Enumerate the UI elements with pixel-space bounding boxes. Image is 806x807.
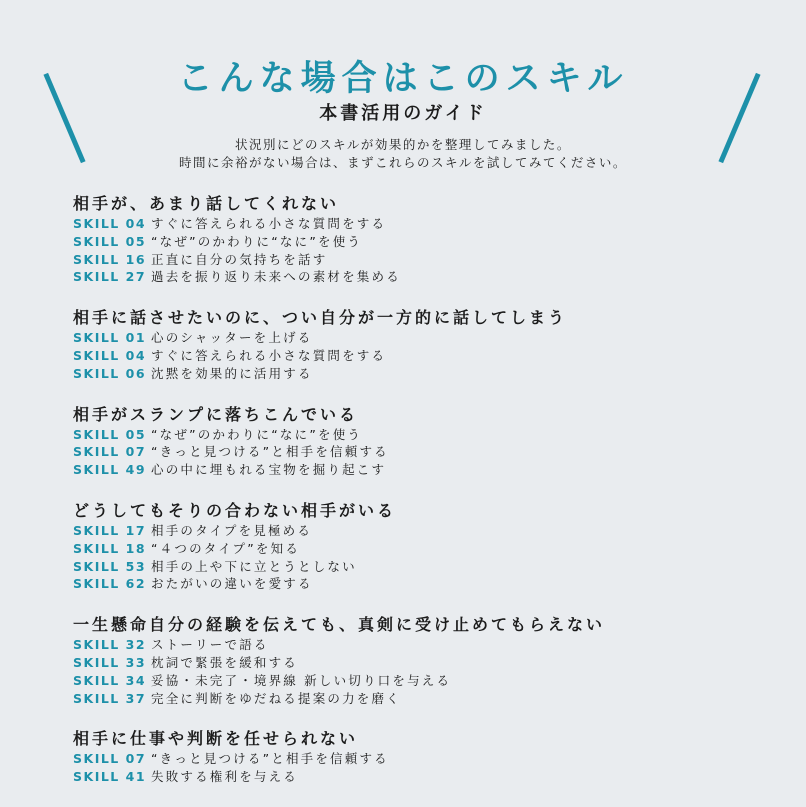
situation-section <box>73 728 753 786</box>
intro-line: 時間に余裕がない場合は、まずこれらのスキルを試してみてください。 <box>179 155 627 170</box>
skill-description: 枕詞で緊張を緩和する <box>151 654 299 670</box>
skill-number: SKILL 07 <box>73 444 147 460</box>
situation-list <box>73 193 753 807</box>
skill-row <box>73 558 753 576</box>
skill-description: 正直に自分の気持ちを話す <box>151 251 328 267</box>
skill-number: SKILL 53 <box>73 558 147 574</box>
skill-description: “なぜ”のかわりに“なに”を使う <box>151 426 363 442</box>
skill-description: “きっと見つける”と相手を信頼する <box>151 444 389 460</box>
skill-description: すぐに答えられる小さな質問をする <box>151 216 387 231</box>
skill-description: 過去を振り返り未来への素材を集める <box>151 269 401 285</box>
skill-description: “きっと見つける”と相手を信頼する <box>151 751 389 767</box>
skill-description: “４つのタイプ”を知る <box>151 540 301 556</box>
skill-row <box>73 365 753 383</box>
situation-heading: 相手に仕事や判断を任せられない <box>73 729 359 749</box>
skill-row <box>73 443 753 461</box>
skill-number: SKILL 27 <box>73 269 147 285</box>
skill-number: SKILL 34 <box>73 672 147 688</box>
skill-description: 相手の上や下に立とうとしない <box>151 558 357 574</box>
skill-number: SKILL 04 <box>73 347 147 363</box>
skill-row <box>73 750 753 768</box>
skill-row <box>73 426 753 444</box>
skill-row <box>73 575 753 593</box>
skill-row <box>73 233 753 251</box>
skill-number: SKILL 06 <box>73 365 147 381</box>
page-subtitle: 本書活用のガイド <box>319 103 487 124</box>
skill-number: SKILL 17 <box>73 522 147 538</box>
intro-line: 状況別にどのスキルが効果的かを整理してみました。 <box>235 137 571 152</box>
skill-row <box>73 690 753 708</box>
skill-description: ストーリーで語る <box>151 637 269 653</box>
skill-description: おたがいの違いを愛する <box>151 576 313 592</box>
situation-heading: 相手が、あまり話してくれない <box>73 194 340 213</box>
skill-number: SKILL 05 <box>73 233 147 249</box>
skill-row <box>73 654 753 672</box>
skill-description: 相手のタイプを見極める <box>151 522 313 538</box>
skill-description: 妥協・未完了・境界線 新しい切り口を与える <box>151 672 452 688</box>
skill-number: SKILL 07 <box>73 751 147 767</box>
skill-row <box>73 251 753 269</box>
skill-number: SKILL 62 <box>73 576 147 592</box>
skill-description: 沈黙を効果的に活用する <box>151 365 313 381</box>
situation-heading: どうしてもそりの合わない相手がいる <box>73 500 397 520</box>
skill-number: SKILL 49 <box>73 462 147 478</box>
skill-row <box>73 522 753 540</box>
situation-section <box>73 307 753 382</box>
situation-section <box>73 614 753 707</box>
skill-row <box>73 215 753 233</box>
skill-description: 心の中に埋もれる宝物を掘り起こす <box>151 462 387 478</box>
skill-number: SKILL 41 <box>73 769 147 785</box>
skill-number: SKILL 33 <box>73 654 147 670</box>
skill-number: SKILL 32 <box>73 637 147 653</box>
situation-section <box>73 193 753 286</box>
skill-number: SKILL 04 <box>73 216 147 231</box>
skill-row <box>73 461 753 479</box>
skill-description: “なぜ”のかわりに“なに”を使う <box>151 233 363 249</box>
skill-row <box>73 268 753 286</box>
page-header <box>0 58 806 172</box>
intro-text <box>0 136 806 172</box>
page-title: こんな場合はこのスキル <box>177 59 629 99</box>
situation-heading: 相手がスランプに落ちこんでいる <box>73 404 359 424</box>
skill-description: すぐに答えられる小さな質問をする <box>151 347 387 363</box>
situation-section <box>73 404 753 479</box>
skill-row <box>73 636 753 654</box>
skill-number: SKILL 01 <box>73 330 147 346</box>
skill-description: 失敗する権利を与える <box>151 769 299 785</box>
situation-section <box>73 500 753 593</box>
skill-description: 心のシャッターを上げる <box>151 330 313 346</box>
situation-heading: 一生懸命自分の経験を伝えても、真剣に受け止めてもらえない <box>73 615 606 635</box>
skill-number: SKILL 37 <box>73 690 147 706</box>
skill-number: SKILL 16 <box>73 251 147 267</box>
skill-row <box>73 540 753 558</box>
situation-heading: 相手に話させたいのに、つい自分が一方的に話してしまう <box>73 308 568 328</box>
skill-number: SKILL 05 <box>73 426 147 442</box>
skill-number: SKILL 18 <box>73 540 147 556</box>
skill-row <box>73 329 753 347</box>
skill-description: 完全に判断をゆだねる提案の力を磨く <box>151 690 401 706</box>
skill-row <box>73 768 753 786</box>
skill-row <box>73 672 753 690</box>
skill-row <box>73 347 753 365</box>
